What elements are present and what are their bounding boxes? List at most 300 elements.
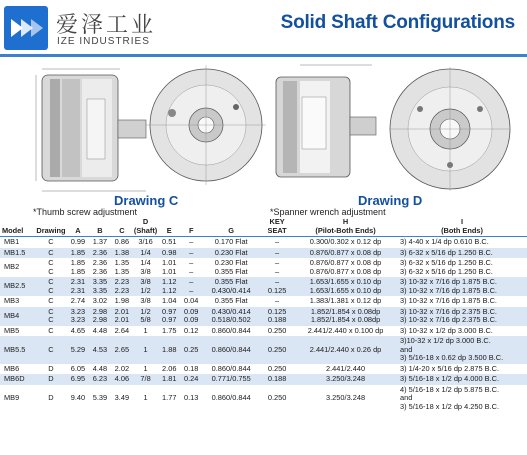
cell-h — [294, 364, 397, 375]
cell-d — [133, 326, 158, 337]
cell-value: 4.65 — [70, 325, 86, 335]
cell-value: 1.88 — [162, 344, 177, 354]
drawing-c-side-view — [36, 69, 146, 191]
cell-a — [67, 385, 89, 413]
cell-value: 9.40 — [70, 393, 86, 403]
cell-value: 0.98 — [162, 247, 177, 257]
cell-g — [202, 336, 260, 364]
cell-model: MB4 — [0, 307, 35, 326]
cell-value: – — [275, 237, 280, 247]
cell-key — [260, 385, 294, 413]
header-f: F — [180, 217, 202, 237]
header-b: B — [89, 217, 111, 237]
cell-value: 3.23 — [70, 315, 86, 325]
cell-drawing — [35, 248, 67, 259]
table-row — [0, 336, 527, 364]
cell-h — [294, 385, 397, 413]
cell-g — [202, 385, 260, 413]
cell-h — [294, 374, 397, 385]
cell-value: – — [189, 277, 194, 287]
cell-a — [67, 258, 89, 277]
cell-f — [180, 364, 202, 375]
cell-h — [294, 258, 397, 277]
cell-d — [133, 296, 158, 307]
cell-value: D — [48, 393, 54, 403]
cell-drawing — [35, 258, 67, 277]
cell-value: 0.125 — [267, 306, 287, 316]
drawing-c-caption: Drawing C — [114, 193, 179, 208]
table-row — [0, 364, 527, 375]
cell-c — [111, 364, 133, 375]
cell-value: C — [48, 296, 54, 306]
cell-value: 2.98 — [92, 315, 108, 325]
cell-value: 1.35 — [114, 266, 130, 276]
cell-model: MB9 — [4, 393, 20, 403]
cell-value: 0.04 — [184, 296, 199, 306]
cell-value: 0.13 — [184, 393, 199, 403]
cell-value: 4) 5/16-18 x 1/2 dp 5.875 B.C. — [400, 384, 500, 394]
cell-value: 3/8 — [140, 277, 151, 287]
cell-value: 3/16 — [138, 237, 153, 247]
drawing-d-front-view — [390, 67, 510, 191]
cell-e — [158, 258, 180, 277]
cell-drawing — [35, 374, 67, 385]
cell-a — [67, 248, 89, 259]
cell-c — [111, 307, 133, 326]
cell-value: C — [48, 237, 54, 247]
cell-value: 4.48 — [92, 363, 108, 373]
cell-f — [180, 277, 202, 296]
cell-value: 6.23 — [92, 374, 108, 384]
cell-value: – — [189, 285, 194, 295]
cell-model: MB1.5 — [0, 248, 35, 259]
cell-value: 2.36 — [92, 247, 108, 257]
cell-key — [260, 364, 294, 375]
cell-c — [111, 258, 133, 277]
cell-i — [397, 307, 527, 326]
cell-c — [111, 385, 133, 413]
header-e: E — [158, 217, 180, 237]
cell-value: 2.23 — [114, 277, 130, 287]
cell-value: 2.31 — [70, 285, 86, 295]
brake-drawings-illustration — [0, 57, 527, 207]
cell-d — [133, 307, 158, 326]
cell-d — [133, 336, 158, 364]
cell-d — [133, 258, 158, 277]
cell-key — [260, 326, 294, 337]
cell-e — [158, 307, 180, 326]
cell-value: 0.250 — [267, 393, 287, 403]
cell-value: C — [48, 266, 54, 276]
cell-g — [202, 237, 260, 248]
drawing-c-note: *Thumb screw adjustment — [33, 207, 138, 217]
cell-g — [202, 364, 260, 375]
cell-value: 0.97 — [162, 306, 177, 316]
cell-value: 0.876/0.877 x 0.08 dp — [309, 247, 382, 257]
cell-value: 1.85 — [70, 258, 86, 268]
cell-value: 6.95 — [70, 374, 86, 384]
cell-value: and — [400, 344, 413, 354]
cell-value: – — [189, 266, 194, 276]
header-d: D (Shaft) — [133, 217, 158, 237]
cell-value: 0.25 — [184, 344, 199, 354]
cell-h — [294, 336, 397, 364]
cell-key — [260, 374, 294, 385]
cell-drawing — [35, 237, 67, 248]
table-row — [0, 385, 527, 413]
cell-value: C — [48, 277, 54, 287]
cell-key — [260, 307, 294, 326]
cell-value: 3/8 — [140, 266, 151, 276]
table-header-row — [0, 217, 527, 237]
cell-e — [158, 336, 180, 364]
cell-value: 3.49 — [114, 393, 130, 403]
cell-e — [158, 237, 180, 248]
drawing-c-front-view — [146, 65, 266, 185]
cell-h — [294, 307, 397, 326]
cell-value: 3.23 — [70, 306, 86, 316]
cell-value: 2.01 — [114, 315, 130, 325]
cell-value: C — [48, 306, 54, 316]
cell-value: 2.06 — [162, 363, 177, 373]
cell-key — [260, 248, 294, 259]
cell-value: 4.48 — [92, 325, 108, 335]
cell-value: 1/4 — [140, 247, 151, 257]
cell-i — [397, 364, 527, 375]
cell-key — [260, 258, 294, 277]
header-g: G — [202, 217, 260, 237]
cell-value: 4.06 — [114, 374, 130, 384]
cell-value: 3) 6-32 x 5/16 dp 1.250 B.C. — [400, 258, 493, 268]
cell-value: – — [275, 266, 280, 276]
cell-drawing — [35, 326, 67, 337]
cell-key — [260, 336, 294, 364]
cell-value: 1.77 — [162, 393, 177, 403]
cell-value: 0.300/0.302 x 0.12 dp — [309, 237, 382, 247]
cell-i — [397, 385, 527, 413]
cell-value: 0.18 — [184, 363, 199, 373]
table-row — [0, 258, 527, 277]
cell-d — [133, 277, 158, 296]
cell-value: 0.860/0.844 — [211, 344, 251, 354]
cell-b — [89, 237, 111, 248]
cell-h — [294, 237, 397, 248]
cell-value: 3) 10-32 x 7/16 dp 1.875 B.C. — [400, 277, 497, 287]
cell-i — [397, 336, 527, 364]
cell-b — [89, 296, 111, 307]
cell-value: 1.653/1.655 x 0.10 dp — [309, 285, 382, 295]
cell-value: 1.04 — [162, 296, 177, 306]
cell-value: 3.35 — [92, 285, 108, 295]
cell-b — [89, 336, 111, 364]
cell-e — [158, 277, 180, 296]
cell-f — [180, 374, 202, 385]
cell-g — [202, 296, 260, 307]
cell-value: C — [48, 325, 54, 335]
cell-value: 1/2 — [140, 285, 151, 295]
cell-value: 0.188 — [267, 315, 287, 325]
cell-d — [133, 237, 158, 248]
cell-model: MB6 — [4, 363, 20, 373]
cell-model: MB1 — [4, 237, 20, 247]
cell-a — [67, 374, 89, 385]
cell-value: D — [48, 363, 54, 373]
cell-drawing — [35, 364, 67, 375]
cell-b — [89, 258, 111, 277]
cell-value: 1.852/1.854 x 0.08dp — [310, 306, 381, 316]
header-c: C — [111, 217, 133, 237]
cell-value: 0.12 — [184, 325, 199, 335]
drawings-area — [0, 57, 527, 207]
cell-value: 1.12 — [162, 285, 177, 295]
cell-key — [260, 277, 294, 296]
cell-e — [158, 374, 180, 385]
cell-value: 2.23 — [114, 285, 130, 295]
cell-b — [89, 364, 111, 375]
cell-value: C — [48, 315, 54, 325]
cell-drawing — [35, 307, 67, 326]
cell-value: 0.860/0.844 — [211, 393, 251, 403]
cell-value: 3) 4-40 x 1/4 dp 0.610 B.C. — [400, 237, 489, 247]
cell-a — [67, 326, 89, 337]
cell-value: 1.12 — [162, 277, 177, 287]
cell-value: 2.74 — [70, 296, 86, 306]
cell-value: 0.250 — [267, 363, 287, 373]
cell-i — [397, 248, 527, 259]
cell-a — [67, 307, 89, 326]
cell-f — [180, 237, 202, 248]
cell-c — [111, 336, 133, 364]
cell-value: – — [189, 237, 194, 247]
table-row — [0, 326, 527, 337]
table-row — [0, 248, 527, 259]
cell-key — [260, 237, 294, 248]
cell-f — [180, 336, 202, 364]
cell-h — [294, 326, 397, 337]
table-row — [0, 374, 527, 385]
cell-value: – — [189, 258, 194, 268]
cell-value: C — [48, 247, 54, 257]
header-key-seat: KEY SEAT — [260, 217, 294, 237]
cell-h — [294, 277, 397, 296]
cell-value: 0.250 — [267, 344, 287, 354]
cell-d — [133, 248, 158, 259]
cell-value: 1/4 — [140, 258, 151, 268]
cell-g — [202, 326, 260, 337]
cell-model: MB5.5 — [0, 336, 35, 364]
cell-drawing — [35, 277, 67, 296]
cell-value: 2.01 — [114, 306, 130, 316]
cell-value: 3) 10-32 x 7/16 dp 2.375 B.C. — [400, 306, 497, 316]
cell-d — [133, 364, 158, 375]
cell-model: MB2 — [4, 262, 20, 272]
cell-value: 2.441/2.440 — [326, 363, 366, 373]
cell-value: 2.02 — [114, 363, 130, 373]
cell-value: 6.05 — [70, 363, 86, 373]
cell-value: 3) 10-32 x 7/16 dp 1.875 B.C. — [400, 296, 497, 306]
header-i: I (Both Ends) — [397, 217, 527, 237]
header-h: H (Pilot-Both Ends) — [294, 217, 397, 237]
cell-value: 5.39 — [92, 393, 108, 403]
cell-value: – — [189, 247, 194, 257]
cell-value: 3) 1/4-20 x 5/16 dp 2.875 B.C. — [400, 363, 500, 373]
cell-g — [202, 258, 260, 277]
cell-i — [397, 277, 527, 296]
drawing-d-side-view — [276, 65, 376, 177]
cell-value: 1.75 — [162, 325, 177, 335]
cell-model: MB5 — [4, 325, 20, 335]
cell-value: 3.35 — [92, 277, 108, 287]
cell-i — [397, 258, 527, 277]
cell-value: – — [275, 258, 280, 268]
cell-value: 1.653/1.655 x 0.10 dp — [309, 277, 382, 287]
cell-value: 0.860/0.844 — [211, 325, 251, 335]
cell-value: 0.188 — [267, 374, 287, 384]
cell-drawing — [35, 336, 67, 364]
drawing-d-note: *Spanner wrench adjustment — [270, 207, 386, 217]
cell-value: – — [275, 277, 280, 287]
cell-value: 2.441/2.440 x 0.100 dp — [307, 325, 384, 335]
cell-value: 7/8 — [140, 374, 151, 384]
cell-value: 2.98 — [92, 306, 108, 316]
table-row — [0, 237, 527, 248]
cell-value: 3)10-32 x 1/2 dp 3.000 B.C. — [400, 336, 491, 346]
cell-value: 1 — [143, 363, 148, 373]
cell-a — [67, 296, 89, 307]
cell-model: MB2.5 — [0, 277, 35, 296]
cell-value: 3) 6-32 x 5/16 dp 1.250 B.C. — [400, 266, 493, 276]
cell-value: 1 — [143, 393, 148, 403]
cell-value: 0.355 Flat — [214, 296, 248, 306]
cell-a — [67, 336, 89, 364]
cell-value: 3/8 — [140, 296, 151, 306]
brand-name-cn: 爱泽工业 — [56, 13, 157, 38]
cell-e — [158, 364, 180, 375]
cell-c — [111, 277, 133, 296]
cell-value: 2.65 — [114, 344, 130, 354]
cell-value: C — [48, 285, 54, 295]
cell-b — [89, 277, 111, 296]
cell-value: 5.29 — [70, 344, 86, 354]
cell-value: 0.876/0.877 x 0.08 dp — [309, 266, 382, 276]
cell-value: 2.441/2.440 x 0.26 dp — [309, 344, 382, 354]
cell-i — [397, 296, 527, 307]
cell-b — [89, 374, 111, 385]
cell-e — [158, 296, 180, 307]
cell-g — [202, 307, 260, 326]
cell-value: 1.01 — [162, 266, 177, 276]
spec-table — [0, 217, 527, 412]
cell-value: 1.38 — [114, 247, 130, 257]
cell-value: 0.51 — [162, 237, 177, 247]
cell-value: 0.430/0.414 — [211, 285, 251, 295]
cell-model: MB6D — [0, 374, 35, 385]
cell-value: 0.430/0.414 — [211, 306, 251, 316]
cell-value: 0.86 — [114, 237, 130, 247]
header-model: Model — [0, 217, 35, 237]
cell-b — [89, 385, 111, 413]
cell-a — [67, 277, 89, 296]
cell-value: 2.64 — [114, 325, 130, 335]
cell-model: MB3 — [4, 296, 20, 306]
cell-b — [89, 307, 111, 326]
cell-value: 1.98 — [114, 296, 130, 306]
cell-value: 0.170 Flat — [214, 237, 248, 247]
cell-i — [397, 326, 527, 337]
cell-value: 3) 5/16-18 x 1/2 dp 4.000 B.C. — [400, 374, 500, 384]
cell-value: 3.250/3.248 — [326, 374, 366, 384]
cell-value: 0.355 Flat — [214, 266, 248, 276]
cell-value: 0.860/0.844 — [211, 363, 251, 373]
cell-value: 0.230 Flat — [214, 247, 248, 257]
cell-value: 4.53 — [92, 344, 108, 354]
cell-value: 0.24 — [184, 374, 199, 384]
cell-h — [294, 248, 397, 259]
cell-value: 3) 10-32 x 1/2 dp 3.000 B.C. — [400, 325, 493, 335]
cell-value: 1.852/1.854 x 0.08dp — [310, 315, 381, 325]
cell-value: 0.250 — [267, 325, 287, 335]
cell-value: – — [275, 296, 280, 306]
cell-i — [397, 237, 527, 248]
cell-f — [180, 248, 202, 259]
cell-value: 5/8 — [140, 315, 151, 325]
cell-c — [111, 296, 133, 307]
cell-e — [158, 326, 180, 337]
cell-value: 0.876/0.877 x 0.08 dp — [309, 258, 382, 268]
cell-e — [158, 248, 180, 259]
table-row — [0, 307, 527, 326]
cell-h — [294, 296, 397, 307]
cell-g — [202, 248, 260, 259]
cell-value: 3) 5/16-18 x 0.62 dp 3.500 B.C. — [400, 353, 504, 363]
cell-value: 0.99 — [70, 237, 86, 247]
cell-i — [397, 374, 527, 385]
cell-value: 0.97 — [162, 315, 177, 325]
cell-d — [133, 385, 158, 413]
spec-table-body — [0, 237, 527, 413]
cell-g — [202, 374, 260, 385]
cell-value: 0.518/0.502 — [211, 315, 251, 325]
cell-value: C — [48, 344, 54, 354]
cell-e — [158, 385, 180, 413]
table-row — [0, 296, 527, 307]
cell-f — [180, 326, 202, 337]
cell-a — [67, 364, 89, 375]
cell-value: – — [275, 247, 280, 257]
cell-f — [180, 296, 202, 307]
cell-value: 2.31 — [70, 277, 86, 287]
cell-value: 1.01 — [162, 258, 177, 268]
cell-g — [202, 277, 260, 296]
header-drawing: Drawing — [35, 217, 67, 237]
cell-value: 2.36 — [92, 266, 108, 276]
cell-f — [180, 258, 202, 277]
cell-b — [89, 248, 111, 259]
cell-c — [111, 248, 133, 259]
table-row — [0, 277, 527, 296]
cell-value: 1.37 — [92, 237, 108, 247]
cell-value: 1.383/1.381 x 0.12 dp — [309, 296, 382, 306]
drawing-d-caption: Drawing D — [358, 193, 423, 208]
cell-value: 0.771/0.755 — [211, 374, 251, 384]
cell-value: 3.250/3.248 — [326, 393, 366, 403]
ize-logo-icon — [4, 6, 48, 50]
cell-value: 1 — [143, 325, 148, 335]
cell-value: 2.36 — [92, 258, 108, 268]
cell-value: 3) 6-32 x 5/16 dp 1.250 B.C. — [400, 247, 493, 257]
cell-value: 3) 10-32 x 7/16 dp 2.375 B.C. — [400, 315, 497, 325]
cell-value: 0.09 — [184, 315, 199, 325]
